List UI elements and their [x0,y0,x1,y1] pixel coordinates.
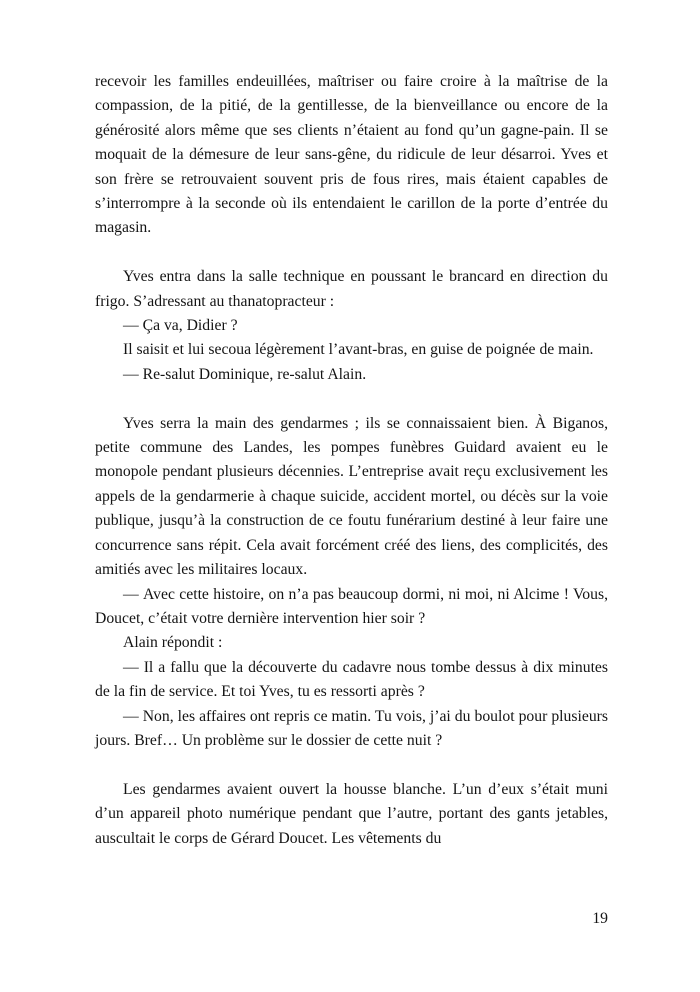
page-number: 19 [592,910,608,927]
paragraph: — Il a fallu que la découverte du cadavre nous tombe dessus à dix minutes de la fin de service. Et toi Yves, tu es ressorti après ? [95,658,608,701]
paragraph: recevoir les familles endeuillées, maîtriser ou faire croire à la maîtrise de la compassion, de la pitié, de la gentillesse, de la bienveillance ou encore de la générosité alors même que ses clients n’étaient au fond qu’un gagne-pain. Il se moquait de la démesure de leur sans-gêne, du ridicule de leur désarroi. Yves et son frère se retrouvaient souvent pris de fous rires, mais étaient capables de s’interrompre à la seconde où ils entendaient le carillon de la porte d’entrée du magasin. [95,73,608,237]
paragraph: Yves serra la main des gendarmes ; ils se connaissaient bien. À Biganos, petite commune des Landes, les pompes funèbres Guidard avaient eu le monopole pendant plusieurs décennies. L’entreprise avait reçu exclusivement les appels de la gendarmerie à chaque suicide, accident mortel, ou décès sur la voie publique, jusqu’à la construction de ce foutu funérarium destiné à leur faire une concurrence sans répit. Cela avait forcément créé des liens, des complicités, des amitiés avec les militaires locaux. [95,414,608,579]
paragraph: — Non, les affaires ont repris ce matin. Tu vois, j’ai du boulot pour plusieurs jours. Bref… Un problème sur le dossier de cette nuit ? [95,707,608,749]
paragraph: Yves entra dans la salle technique en poussant le brancard en direction du frigo. S’adressant au thanatopracteur : [95,268,608,310]
paragraph: — Avec cette histoire, on n’a pas beaucoup dormi, ni moi, ni Alcime ! Vous, Doucet, c’était votre dernière intervention hier soir ? [95,585,608,627]
paragraph: Alain répondit : [123,634,223,652]
paragraph: — Ça va, Didier ? [123,317,238,335]
paragraph: Les gendarmes avaient ouvert la housse blanche. L’un d’eux s’était muni d’un appareil photo numérique pendant que l’autre, portant des gants jetables, auscultait le corps de Gérard Doucet. Les vêtements du [95,780,608,847]
page-text-block [95,70,608,851]
paragraph: — Re-salut Dominique, re-salut Alain. [123,365,367,383]
paragraph: Il saisit et lui secoua légèrement l’avant-bras, en guise de poignée de main. [123,341,594,359]
